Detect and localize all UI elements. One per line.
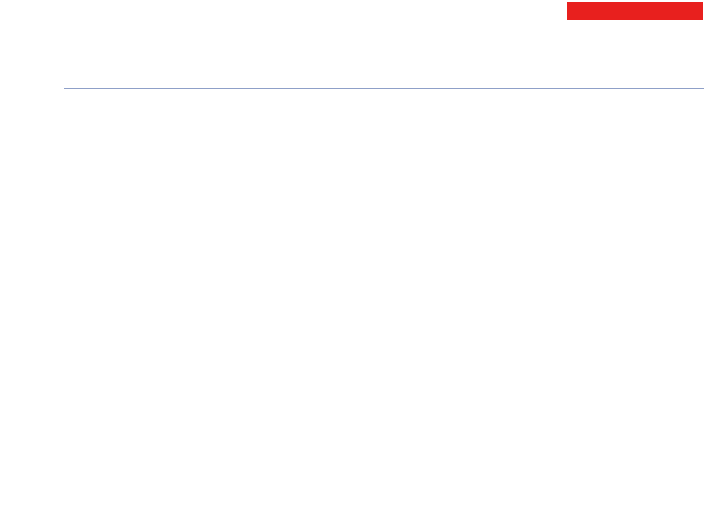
pour-discussion-badge [567, 2, 703, 20]
header-divider [64, 88, 704, 89]
